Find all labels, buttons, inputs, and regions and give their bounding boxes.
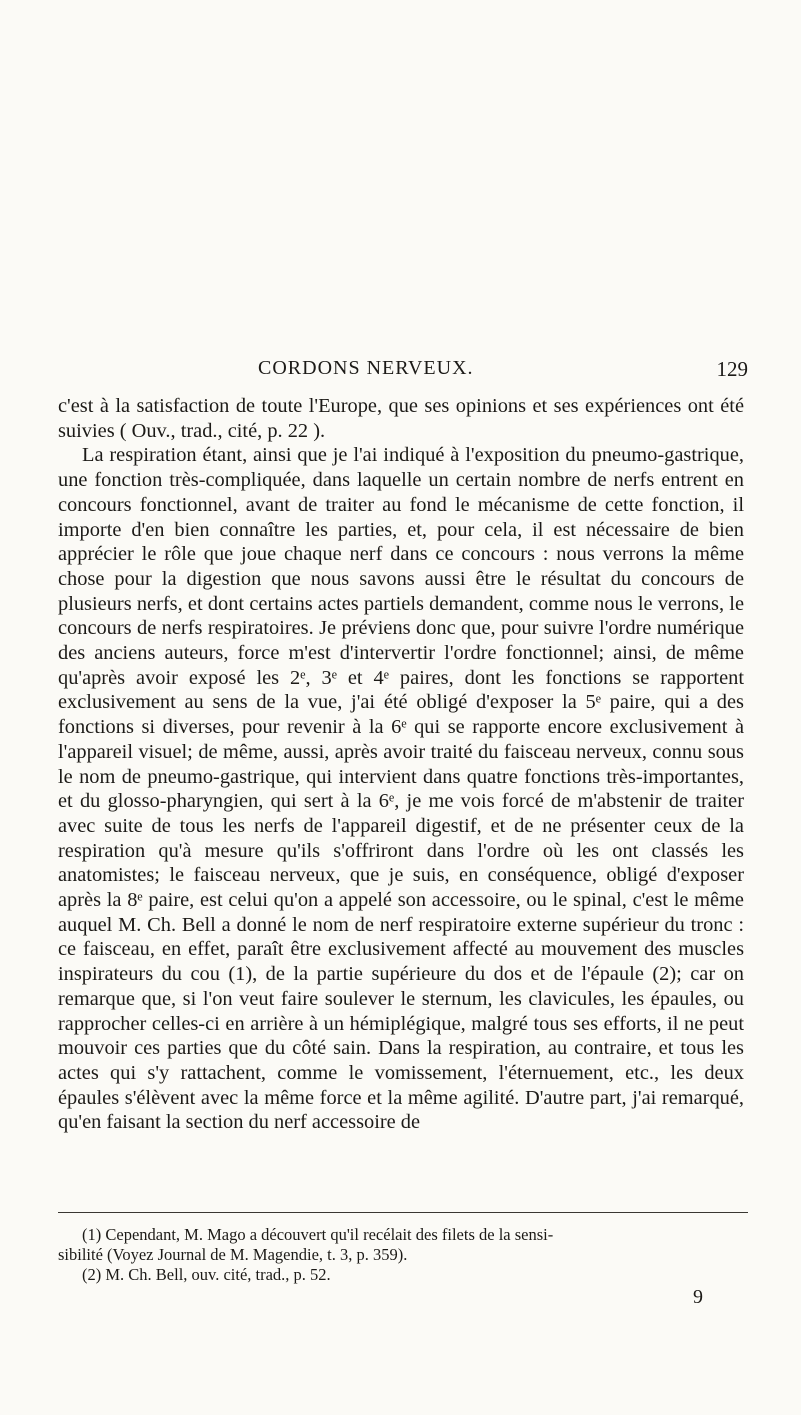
page-header	[58, 357, 748, 387]
signature-mark: 9	[693, 1286, 703, 1308]
footnote-divider	[58, 1212, 748, 1213]
paragraph: c'est à la satisfaction de toute l'Europe, que ses opinions et ses expériences ont été suivies ( Ouv., trad., cité, p. 22 ).	[58, 395, 744, 442]
running-title: CORDONS NERVEUX.	[258, 357, 474, 379]
body-text	[58, 394, 744, 1135]
footnote-1: (1) Cependant, M. Mago a découvert qu'il recélait des filets de la sensi-	[82, 1225, 554, 1244]
paragraph: La respiration étant, ainsi que je l'ai indiqué à l'exposition du pneumo-gastrique, une fonction très-compliquée, dans laquelle un certain nombre de nerfs entrent en concours fonctionnel, avant de traiter au fond le mécanisme de cette fonction, il importe d'en bien connaître les parties, et, pour cela, il est nécessaire de bien apprécier le rôle que joue chaque nerf dans ce concours : nous verrons la même chose pour la digestion que nous savons aussi être le résultat du concours de plusieurs nerfs, et dont certains actes partiels demandent, comme nous le verrons, le concours de nerfs respiratoires. Je préviens donc que, pour suivre l'ordre numérique des anciens auteurs, force m'est d'intervertir l'ordre fonctionnel; ainsi, de même qu'après avoir exposé les 2ᵉ, 3ᵉ et 4ᵉ paires, dont les fonctions se rapportent exclusivement au sens de la vue, j'ai été obligé d'exposer la 5ᵉ paire, qui a des fonctions si diverses, pour revenir à la 6ᵉ qui se rapporte encore exclusivement à l'appareil visuel; de même, aussi, après avoir traité du faisceau nerveux, connu sous le nom de pneumo-gastrique, qui intervient dans quatre fonctions très-importantes, et du glosso-pharyngien, qui sert à la 6ᵉ, je me vois forcé de m'abstenir de traiter avec suite de tous les nerfs de l'appareil digestif, et de ne présenter ceux de la respiration qu'à mesure qu'ils s'offriront dans l'ordre où les ont classés les anatomistes; le faisceau nerveux, que je suis, en conséquence, obligé d'exposer après la 8ᵉ paire, est celui qu'on a appelé son accessoire, ou le spinal, c'est le même auquel M. Ch. Bell a donné le nom de nerf respiratoire externe supérieur du tronc : ce faisceau, en effet, paraît être exclusivement affecté au mouvement des muscles inspirateurs du cou (1), de la partie supérieure du dos et de l'épaule (2); car on remarque que, si l'on veut faire soulever le sternum, les clavicules, les épaules, ou rapprocher celles-ci en arrière à un hémiplégique, malgré tous ses efforts, il ne peut mouvoir ces parties que du côté sain. Dans la respiration, au contraire, et tous les actes qui s'y rattachent, comme le vomissement, l'éternuement, etc., les deux épaules s'élèvent avec la même force et la même agilité. D'autre part, j'ai remarqué, qu'en faisant la section du nerf accessoire de	[58, 444, 744, 1134]
footnote-1-continuation: sibilité (Voyez Journal de M. Magendie, t. 3, p. 359).	[58, 1245, 408, 1264]
page-number: 129	[716, 357, 748, 381]
footnotes	[58, 1225, 746, 1285]
footnote-2: (2) M. Ch. Bell, ouv. cité, trad., p. 52.	[82, 1265, 331, 1284]
